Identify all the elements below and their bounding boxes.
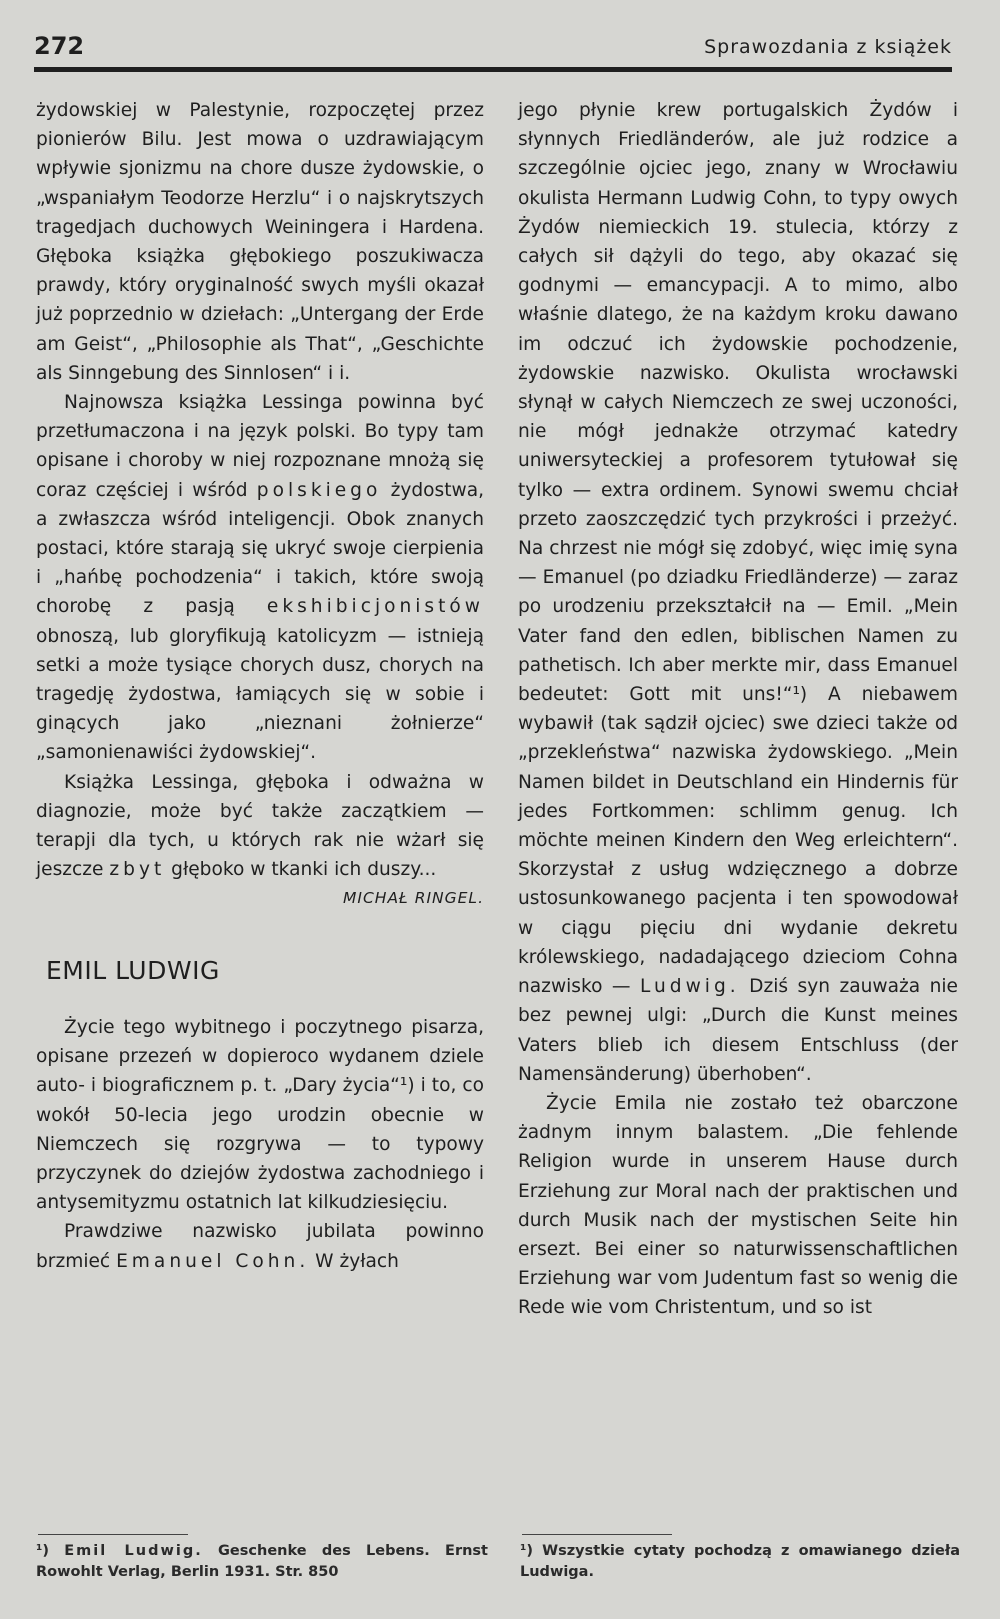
left-column [36,96,484,1276]
spaced-word-ludwig: Ludwig. [639,976,740,998]
left-paragraph-4: Życie tego wybitnego i poczytnego pisarza, opisane przezeń w dopieroco wydanem dziele auto- i biograficznem p. t. „Dary życia“¹) i to, co wokół 50-lecia jego urodzin obecnie w Niemczech się rozgrywa — to typowy przyczynek do dziejów żydostwa zachodniego i antysemityzmu ostatnich lat kilkudziesięciu. [36,1016,484,1214]
left-paragraph-3: Książka Lessinga, głęboka i odważna w diagnozie, może być także zaczątkiem — terapji dla tych, u których rak nie wżarł się jeszcze zbyt głęboko w tkanki ich duszy... [36,771,484,881]
footnote-left: ¹) Emil Ludwig. Geschenke des Lebens. Ernst Rowohlt Verlag, Berlin 1931. Str. 850 [36,1543,488,1580]
page-header [34,28,952,68]
footnote-rule-right [522,1534,672,1535]
spaced-word-polskiego: polskiego [256,479,382,501]
header-rule [34,67,952,72]
spaced-word-ekshibicjonistow: ekshibicjonistów [266,596,484,618]
right-column [518,96,958,1323]
page-number: 272 [34,32,85,60]
left-paragraph-1: żydowskiej w Palestynie, rozpoczętej przez pionierów Bilu. Jest mowa o uzdrawiającym wpływie sjonizmu na chore dusze żydowskie, o „wspaniałym Teodorze Herzlu“ i o najskrytszych tragedjach duchowych Weiningera i Hardena. Głęboka książka głębokiego poszukiwacza prawdy, który oryginalność swych myśli okazał już poprzednio w dziełach: „Untergang der Erde am Geist“, „Philosophie als That“, „Geschichte als Sinngebung des Sinnlosen“ i i. [36,100,484,384]
review-author: MICHAŁ RINGEL. [343,889,484,908]
left-paragraph-5: Prawdziwe nazwisko jubilata powinno brzmieć Emanuel Cohn. W żyłach [36,1221,484,1272]
spaced-name-emanuel-cohn: Emanuel Cohn. [116,1250,310,1272]
right-paragraph-1: jego płynie krew portugalskich Żydów i słynnych Friedländerów, ale już rodzice a szczególnie ojciec jego, znany w Wrocławiu okulista Hermann Ludwig Cohn, to typy owych Żydów niemieckich 19. stulecia, którzy z całych sił dążyli do tego, aby okazać się godnymi — emancypacji. A to mimo, albo właśnie dlatego, że na każdym kroku dawano im odczuć ich żydowskie pochodzenie, żydowskie nazwisko. Okulista wrocławski słynął w całych Niemczech ze swej uczoności, nie mógł jednakże otrzymać katedry uniwersyteckiej a profesorem tytułował się tylko — extra ordinem. Synowi swemu chciał przeto zaoszczędzić tych przykrości i przeżyć. Na chrzest nie mógł się zdobyć, więc imię syna — Emanuel (po dziadku Friedländerze) — zaraz po urodzeniu przekształcił na — Emil. „Mein Vater fand den edlen, biblischen Namen zu pathetisch. Ich aber merkte mir, dass Emanuel bedeutet: Gott mit uns!“¹) A niebawem wybawił (tak sądził ojciec) swe dzieci także od „przekleństwa“ nazwiska żydowskiego. „Mein Namen bildet in Deutschland ein Hindernis für jedes Fortkommen: schlimm genug. Ich möchte meinen Kindern den Weg erleichtern“. Skorzystał z usług wdzięcznego a dobrze ustosunkowanego pacjenta i ten spowodował w ciągu pięciu dni wydanie dekretu królewskiego, nadadającego dzieciom Cohna nazwisko — Ludwig. Dziś syn zauważa nie bez pewnej ulgi: „Durch die Kunst meines Vaters blieb ich diesem Entschluss (der Namensänderung) überhoben“. [518,100,958,1085]
footnote-right: ¹) Wszystkie cytaty pochodzą z omawianego dzieła Ludwiga. [520,1543,960,1580]
section-title: EMIL LUDWIG [46,955,220,985]
right-paragraph-2: Życie Emila nie zostało też obarczone żadnym innym balastem. „Die fehlende Religion wurde in unserem Hause durch Erziehung zur Moral nach der praktischen und durch Musik nach der mystischen Seite hin ersezt. Bei einer so naturwissenschaftlichen Erziehung war vom Judentum fast so wenig die Rede wie vom Christentum, und so ist [518,1092,958,1319]
left-paragraph-2: Najnowsza książka Lessinga powinna być przetłumaczona i na język polski. Bo typy tam opisane i choroby w niej rozpoznane mnożą się coraz częściej i wśród polskiego żydostwa, a zwłaszcza wśród inteligencji. Obok znanych postaci, które starają się ukryć swoje cierpienia i „hańbę pochodzenia“ i takich, które swoją chorobę z pasją ekshibicjonistów obnoszą, lub gloryfikują katolicyzm — istnieją setki a może tysiące chorych dusz, chorych na tragedję żydostwa, łamiących się w sobie i ginących jako „nieznani żołnierze“ „samonienawiści żydowskiej“. [36,392,485,764]
running-title: Sprawozdania z książek [704,36,952,58]
footnote-mark: ¹) [36,1543,49,1559]
footnote-mark: ¹) [520,1543,533,1559]
spaced-word-zbyt: zbyt [109,859,166,881]
footnote-rule-left [38,1534,188,1535]
footnote-author: Emil Ludwig. [64,1543,203,1559]
